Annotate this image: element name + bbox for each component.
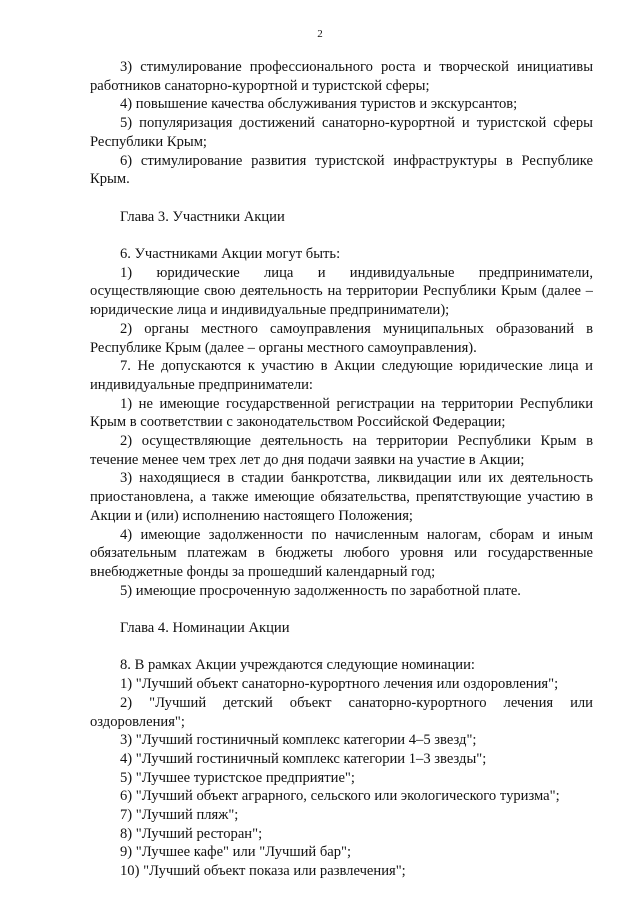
list-item: 7) "Лучший пляж"; [120, 807, 239, 824]
paragraph: 1) не имеющие государственной регистрации на территории Республики Крым в соответствии с законодательством Российской Федерации; [90, 395, 593, 431]
list-item: 1) "Лучший объект санаторно-курортного лечения или оздоровления"; [120, 676, 559, 693]
list-item: 6) "Лучший объект аграрного, сельского или экологического туризма"; [120, 788, 560, 805]
list-item: 5) "Лучшее туристское предприятие"; [120, 769, 355, 786]
list-item: 8) "Лучший ресторан"; [120, 825, 263, 842]
list-item: 3) "Лучший гостиничный комплекс категории 4–5 звезд"; [120, 732, 477, 749]
list-item: 9) "Лучшее кафе" или "Лучший бар"; [120, 844, 352, 861]
page-number: 2 [317, 28, 323, 40]
list-item: 4) "Лучший гостиничный комплекс категории 1–3 звезды"; [120, 750, 487, 767]
list-item: 2) "Лучший детский объект санаторно-курортного лечения или оздоровления"; [90, 694, 593, 730]
chapter-heading: Глава 3. Участники Акции [120, 208, 285, 225]
paragraph: 5) популяризация достижений санаторно-курортной и туристской сферы Республики Крым; [90, 115, 593, 150]
paragraph: 5) имеющие просроченную задолженность по заработной плате. [120, 582, 521, 599]
paragraph: 8. В рамках Акции учреждаются следующие номинации: [120, 657, 475, 674]
paragraph: 3) находящиеся в стадии банкротства, ликвидации или их деятельность приостановлена, а также имеющие обязательства, препятствующие участию в Акции и (или) исполнению настоящего Положения; [90, 470, 593, 524]
paragraph: 6) стимулирование развития туристской инфраструктуры в Республике Крым. [90, 152, 593, 188]
document-body [90, 58, 593, 881]
paragraph: 7. Не допускаются к участию в Акции следующие юридические лица и индивидуальные предприниматели: [90, 358, 593, 393]
paragraph: 6. Участниками Акции могут быть: [120, 246, 341, 262]
paragraph: 2) органы местного самоуправления муниципальных образований в Республике Крым (далее – органы местного самоуправления). [90, 320, 593, 356]
paragraph: 3) стимулирование профессионального роста и творческой инициативы работников санаторно-курортной и туристской сферы; [90, 59, 593, 94]
paragraph: 4) повышение качества обслуживания туристов и экскурсантов; [120, 96, 518, 113]
list-item: 10) "Лучший объект показа или развлечения"; [120, 863, 406, 880]
paragraph: 1) юридические лица и индивидуальные предприниматели, осуществляющие свою деятельность на территории Республики Крым (далее – юридические лица и индивидуальные предприниматели); [90, 264, 593, 319]
paragraph: 4) имеющие задолженности по начисленным налогам, сборам и иным обязательным платежам в бюджеты любого уровня или государственные внебюджетные фонды за прошедший календарный год; [90, 526, 593, 580]
chapter-heading: Глава 4. Номинации Акции [120, 620, 290, 637]
paragraph: 2) осуществляющие деятельность на территории Республики Крым в течение менее чем трех лет до дня подачи заявки на участие в Акции; [90, 433, 593, 468]
